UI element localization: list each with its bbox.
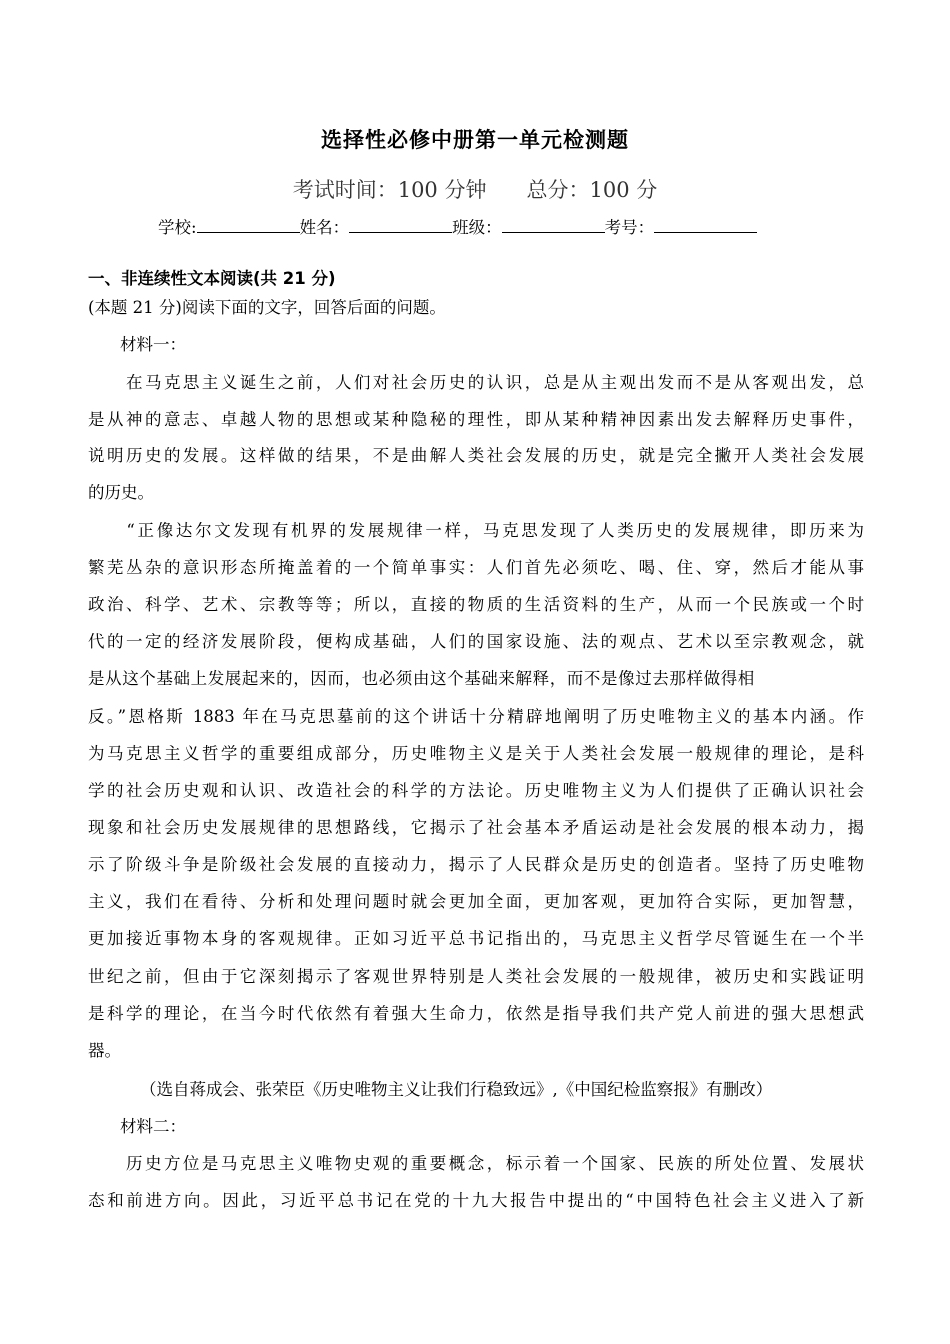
paragraph-line: 代的一定的经济发展阶段，便构成基础，人们的国家设施、法的观点、艺术以至宗教观念，就 bbox=[88, 632, 864, 651]
student-info-row bbox=[158, 214, 757, 238]
paragraph-line: 说明历史的发展。这样做的结果，不是曲解人类社会发展的历史，就是完全撇开人类社会发展 bbox=[88, 446, 864, 465]
section-heading: 一、非连续性文本阅读(共 21 分) bbox=[88, 269, 336, 288]
exam-number-blank[interactable] bbox=[654, 217, 757, 233]
material-2-label: 材料二： bbox=[120, 1117, 186, 1136]
paragraph-line: 在马克思主义诞生之前，人们对社会历史的认识，总是从主观出发而不是从客观出发，总 bbox=[88, 373, 864, 392]
paragraph-line: 态和前进方向。因此，习近平总书记在党的十九大报告中提出的“中国特色社会主义进入了新 bbox=[88, 1191, 864, 1210]
paragraph-line: 历史方位是马克思主义唯物史观的重要概念，标示着一个国家、民族的所处位置、发展状 bbox=[88, 1154, 864, 1173]
class-label: 班级： bbox=[452, 218, 502, 237]
paragraph-line: 政治、科学、艺术、宗教等等；所以，直接的物质的生活资料的生产，从而一个民族或一个时 bbox=[88, 595, 864, 614]
material-1-label: 材料一： bbox=[120, 335, 186, 354]
exam-subtitle: 考试时间：100 分钟 总分：100 分 bbox=[292, 178, 658, 202]
class-blank[interactable] bbox=[502, 217, 605, 233]
exam-number-label: 考号： bbox=[604, 218, 655, 237]
paragraph-line: 学的社会历史观和认识、改造社会的科学的方法论。历史唯物主义为人们提供了正确认识社会 bbox=[88, 781, 864, 800]
paragraph-line: 主义，我们在看待、分析和处理问题时就会更加全面，更加客观，更加符合实际，更加智慧， bbox=[88, 892, 864, 911]
paragraph-line: 示了阶级斗争是阶级社会发展的直接动力，揭示了人民群众是历史的创造者。坚持了历史唯物 bbox=[88, 855, 864, 874]
paragraph-line: 反。”恩格斯 1883 年在马克思墓前的这个讲话十分精辟地阐明了历史唯物主义的基本内涵。作 bbox=[88, 707, 864, 726]
paragraph-line: 器。 bbox=[88, 1041, 121, 1060]
paragraph-line: 更加接近事物本身的客观规律。正如习近平总书记指出的，马克思主义哲学尽管诞生在一个半 bbox=[88, 929, 864, 948]
paragraph-line: 世纪之前，但由于它深刻揭示了客观世界特别是人类社会发展的一般规律，被历史和实践证明 bbox=[88, 967, 864, 986]
page-title: 选择性必修中册第一单元检测题 bbox=[321, 128, 629, 152]
paragraph-line: 是从这个基础上发展起来的，因而，也必须由这个基础来解释，而不是像过去那样做得相 bbox=[88, 669, 755, 688]
school-blank[interactable] bbox=[197, 217, 300, 233]
paragraph-line: 是从神的意志、卓越人物的思想或某种隐秘的理性，即从某种精神因素出发去解释历史事件， bbox=[88, 410, 864, 429]
question-intro: (本题 21 分)阅读下面的文字，回答后面的问题。 bbox=[88, 298, 446, 317]
name-blank[interactable] bbox=[349, 217, 452, 233]
paragraph-line: 繁芜丛杂的意识形态所掩盖着的一个简单事实：人们首先必须吃、喝、住、穿，然后才能从事 bbox=[88, 558, 864, 577]
school-label: 学校: bbox=[158, 218, 197, 237]
paragraph-line: “正像达尔文发现有机界的发展规律一样，马克思发现了人类历史的发展规律，即历来为 bbox=[88, 521, 864, 540]
paragraph-line: 为马克思主义哲学的重要组成部分，历史唯物主义是关于人类社会发展一般规律的理论，是科 bbox=[88, 744, 864, 763]
paragraph-line: 现象和社会历史发展规律的思想路线，它揭示了社会基本矛盾运动是社会发展的根本动力，揭 bbox=[88, 818, 864, 837]
source-citation: （选自蒋成会、张荣臣《历史唯物主义让我们行稳致远》,《中国纪检监察报》有删改） bbox=[140, 1080, 773, 1099]
name-label: 姓名： bbox=[299, 218, 350, 237]
paragraph-line: 的历史。 bbox=[88, 483, 154, 502]
paragraph-line: 是科学的理论，在当今时代依然有着强大生命力，依然是指导我们共产党人前进的强大思想武 bbox=[88, 1004, 864, 1023]
